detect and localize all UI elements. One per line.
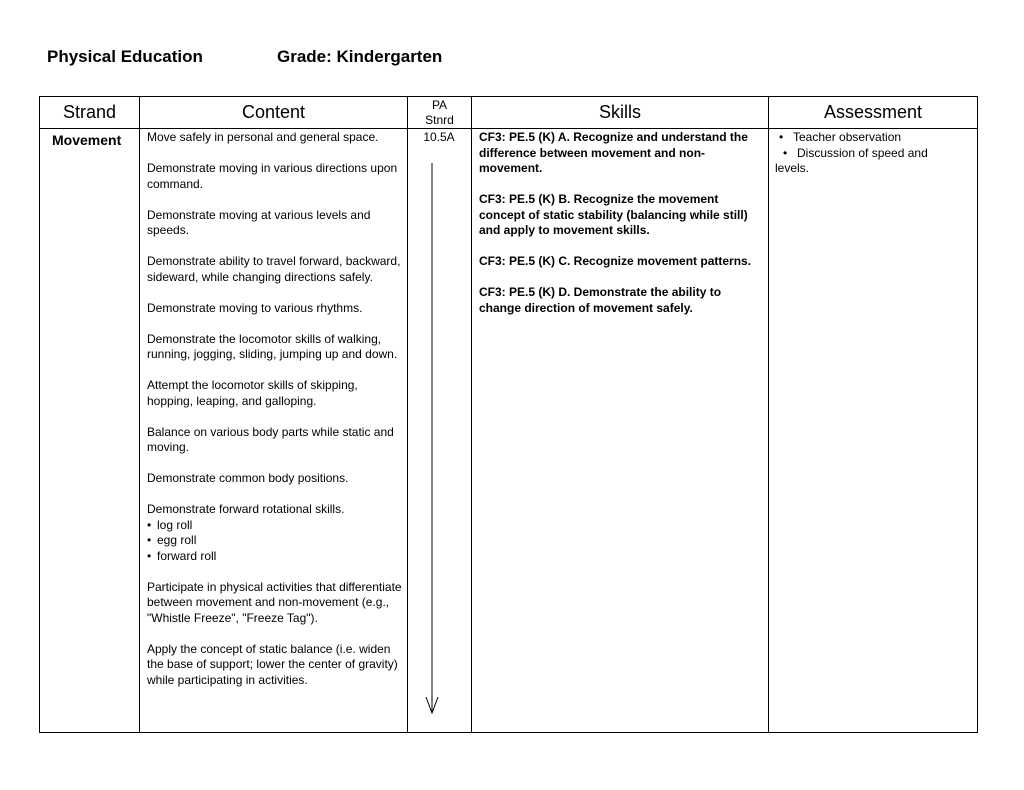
content-item: Demonstrate forward rotational skills. <box>147 502 345 516</box>
skills-cell <box>479 130 761 332</box>
list-item: • forward roll <box>147 549 405 565</box>
skills-column-header: Skills <box>598 102 641 122</box>
content-item: Demonstrate moving in various directions upon command. <box>147 161 398 191</box>
column-divider <box>768 97 769 732</box>
content-item: Participate in physical activities that differentiate between movement and non-movement (e.g., "Whistle Freeze", "Freeze Tag"). <box>147 579 402 625</box>
rotational-skills-list <box>147 518 405 565</box>
pa-header-line2: Stnrd <box>425 112 454 127</box>
skill-item: CF3: PE.5 (K) C. Recognize movement patterns. <box>479 254 752 268</box>
content-item: Demonstrate ability to travel forward, backward, sideward, while changing directions safely. <box>147 254 401 284</box>
skill-item: CF3: PE.5 (K) B. Recognize the movement concept of static stability (balancing while still) and apply to movement skills. <box>479 192 748 237</box>
list-item: • egg roll <box>147 533 405 549</box>
assessment-list <box>775 130 975 177</box>
continuation-arrow-icon <box>425 163 439 715</box>
grade-title: Grade: Kindergarten <box>277 47 443 66</box>
strand-column-header: Strand <box>62 102 117 122</box>
content-item: Apply the concept of static balance (i.e. widen the base of support; lower the center of gravity) while participating in activities. <box>147 641 398 687</box>
list-item: • log roll <box>147 518 405 534</box>
pa-header-line1: PA <box>431 97 448 112</box>
content-item: Attempt the locomotor skills of skipping, hopping, leaping, and galloping. <box>147 378 358 408</box>
strand-cell: Movement <box>52 132 122 148</box>
pa-standard-column-header <box>408 97 471 128</box>
column-divider <box>139 97 140 732</box>
content-item: Demonstrate common body positions. <box>147 471 349 485</box>
content-item: Demonstrate the locomotor skills of walking, running, jogging, sliding, jumping up and down. <box>147 331 398 361</box>
list-item: • Teacher observation <box>775 130 975 146</box>
content-item: Move safely in personal and general space. <box>147 130 379 144</box>
content-cell <box>147 130 405 688</box>
content-item: Balance on various body parts while static and moving. <box>147 424 394 454</box>
column-divider <box>407 97 408 732</box>
assessment-item-line1: Discussion of speed and <box>797 145 928 160</box>
subject-title: Physical Education <box>47 47 203 66</box>
content-item: Demonstrate moving at various levels and speeds. <box>147 207 371 237</box>
content-column-header: Content <box>241 102 306 122</box>
list-item <box>775 146 975 177</box>
content-item: Demonstrate moving to various rhythms. <box>147 300 363 315</box>
assessment-column-header: Assessment <box>823 102 923 122</box>
column-divider <box>471 97 472 732</box>
standard-cell: 10.5A <box>423 130 455 144</box>
header-divider <box>40 128 977 129</box>
skill-item: CF3: PE.5 (K) A. Recognize and understand the difference between movement and non-movement. <box>479 130 748 175</box>
curriculum-table <box>39 96 978 733</box>
assessment-item-line2: levels. <box>775 161 810 175</box>
skill-item: CF3: PE.5 (K) D. Demonstrate the ability to change direction of movement safely. <box>479 285 722 315</box>
assessment-cell <box>775 130 975 192</box>
